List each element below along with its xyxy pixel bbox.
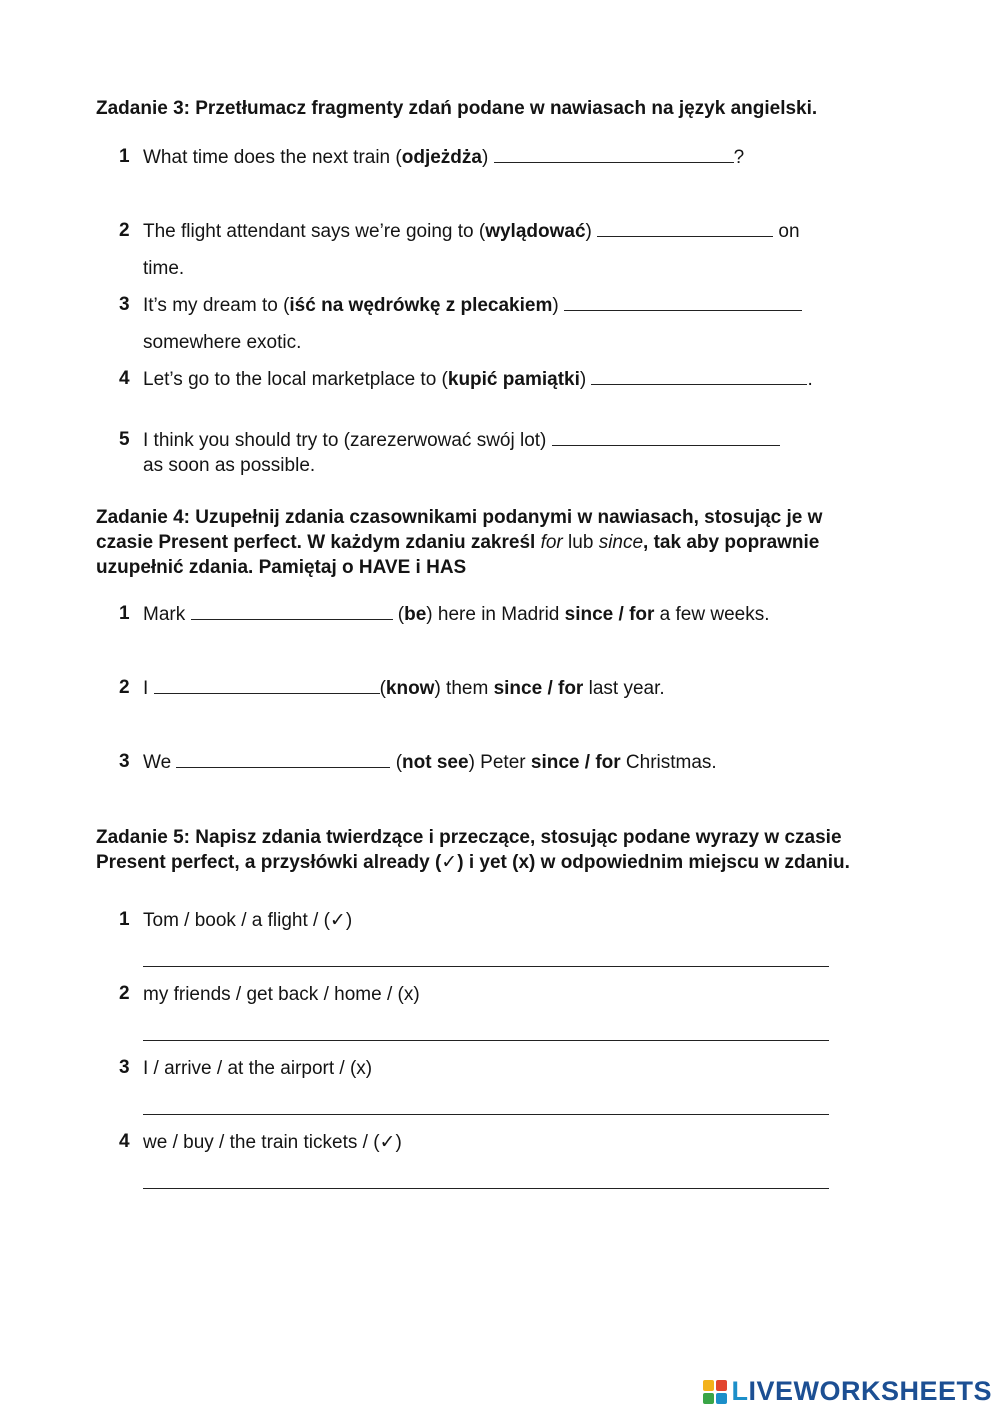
task4-item-3-end: Christmas. (620, 752, 717, 773)
task3-item-2-answer-blank[interactable] (597, 220, 773, 237)
task4-heading-line-2 (96, 530, 819, 555)
task3-item-3-number: 3 (119, 294, 130, 315)
task3-item-4-number: 4 (119, 368, 130, 389)
task5-item-2-number: 2 (119, 983, 130, 1004)
task3-item-2-polish: wylądować (485, 221, 586, 242)
task4-item-2 (143, 677, 665, 701)
task3-item-2-number: 2 (119, 220, 130, 241)
task4-heading-line-3: uzupełnić zdania. Pamiętaj o HAVE i HAS (96, 557, 467, 578)
task4-item-3-since-for-choice[interactable]: since / for (530, 752, 621, 773)
task4-item-2-text: ) them (434, 678, 494, 699)
task5-item-4-answer-line[interactable] (143, 1188, 829, 1189)
task4-item-3-text: ) Peter (468, 752, 531, 773)
task3-item-3 (143, 294, 802, 318)
task4-item-1-number: 1 (119, 603, 130, 624)
task4-item-1-answer-blank[interactable] (191, 603, 393, 620)
task3-item-1 (143, 146, 744, 170)
task3-item-5-number: 5 (119, 429, 130, 450)
task3-item-5-answer-blank[interactable] (552, 429, 780, 446)
task4-item-1 (143, 603, 770, 627)
task5-item-1-number: 1 (119, 909, 130, 930)
task4-heading-since: since (598, 532, 644, 553)
task3-item-3-polish: iść na wędrówkę z plecakiem (289, 295, 553, 316)
task3-item-4-answer-blank[interactable] (591, 368, 807, 385)
task4-item-1-end: a few weeks. (654, 604, 770, 625)
task4-item-2-number: 2 (119, 677, 130, 698)
liveworksheets-wordmark (731, 1376, 992, 1407)
task4-item-1-since-for-choice[interactable]: since / for (564, 604, 655, 625)
task3-item-2-text-close: ) (585, 221, 598, 242)
task4-item-3-answer-blank[interactable] (176, 751, 390, 768)
task4-item-3-verb: not see (402, 752, 469, 773)
task3-item-5-text: I think you should try to (zarezerwować swój lot) (143, 430, 552, 451)
task4-item-3-number: 3 (119, 751, 130, 772)
task4-item-3-open: ( (390, 752, 403, 773)
task5-heading-line-2: Present perfect, a przysłówki already (✓) i yet (x) w odpowiednim miejscu w zdaniu. (96, 852, 850, 873)
task4-item-1-text: ) here in Madrid (426, 604, 565, 625)
task4-heading-text: czasie Present perfect. W każdym zdaniu zakreśl (96, 532, 541, 553)
task3-item-4-end: . (807, 369, 813, 390)
task4-item-2-open: ( (379, 678, 386, 699)
task3-item-3-text-close: ) (552, 295, 564, 316)
task4-item-1-open: ( (392, 604, 405, 625)
task5-item-3-prompt: I / arrive / at the airport / (x) (143, 1058, 373, 1079)
task3-heading: Zadanie 3: Przetłumacz fragmenty zdań podane w nawiasach na język angielski. (96, 98, 818, 119)
task4-item-2-verb: know (385, 678, 435, 699)
task4-item-2-end: last year. (583, 678, 665, 699)
brand-rest: IVEWORKSHEETS (748, 1376, 992, 1406)
task5-item-2-prompt: my friends / get back / home / (x) (143, 984, 420, 1005)
task5-item-4-number: 4 (119, 1131, 130, 1152)
task3-item-4-text-close: ) (579, 369, 592, 390)
task4-item-2-subject: I (143, 678, 154, 699)
task3-item-4-polish: kupić pamiątki (447, 369, 580, 390)
task4-heading-for: for (540, 532, 563, 553)
task3-item-1-number: 1 (119, 146, 130, 167)
task4-item-1-verb: be (404, 604, 427, 625)
task4-heading-text-end: , tak aby poprawnie (643, 532, 820, 553)
task5-item-1-prompt: Tom / book / a flight / (✓) (143, 910, 353, 931)
task5-item-2-answer-line[interactable] (143, 1040, 829, 1041)
task4-item-1-subject: Mark (143, 604, 191, 625)
task3-item-1-polish: odjeżdża (401, 147, 482, 168)
task3-item-5-continuation: as soon as possible. (143, 455, 316, 476)
task3-item-1-text-close: ) (481, 147, 494, 168)
brand-first-letter: L (731, 1376, 749, 1406)
task3-item-4 (143, 368, 813, 392)
task3-item-2 (143, 220, 800, 244)
task3-item-1-text: What time does the next train ( (143, 147, 402, 168)
task3-item-1-answer-blank[interactable] (494, 146, 734, 163)
task3-item-2-continuation: time. (143, 258, 185, 279)
task3-item-1-end: ? (733, 147, 745, 168)
task5-item-3-number: 3 (119, 1057, 130, 1078)
task3-item-4-text: Let’s go to the local marketplace to ( (143, 369, 448, 390)
task3-item-2-end: on (773, 221, 800, 242)
task5-item-4-prompt: we / buy / the train tickets / (✓) (143, 1132, 402, 1153)
task3-item-3-continuation: somewhere exotic. (143, 332, 302, 353)
task4-item-3 (143, 751, 717, 775)
task4-item-3-subject: We (143, 752, 177, 773)
liveworksheets-grid-icon (703, 1380, 727, 1404)
liveworksheets-logo (703, 1376, 992, 1407)
task3-item-2-text: The flight attendant says we’re going to ( (143, 221, 486, 242)
task4-heading-line-1: Zadanie 4: Uzupełnij zdania czasownikami podanymi w nawiasach, stosując je w (96, 507, 823, 528)
task5-heading-line-1: Zadanie 5: Napisz zdania twierdzące i przeczące, stosując podane wyrazy w czasie (96, 827, 842, 848)
task3-item-3-answer-blank[interactable] (564, 294, 802, 311)
task5-item-3-answer-line[interactable] (143, 1114, 829, 1115)
task4-item-2-answer-blank[interactable] (154, 677, 380, 694)
task3-item-5 (143, 429, 780, 453)
task4-item-2-since-for-choice[interactable]: since / for (493, 678, 584, 699)
task4-heading-lub: lub (562, 532, 599, 553)
task5-item-1-answer-line[interactable] (143, 966, 829, 967)
task3-item-3-text: It’s my dream to ( (143, 295, 290, 316)
